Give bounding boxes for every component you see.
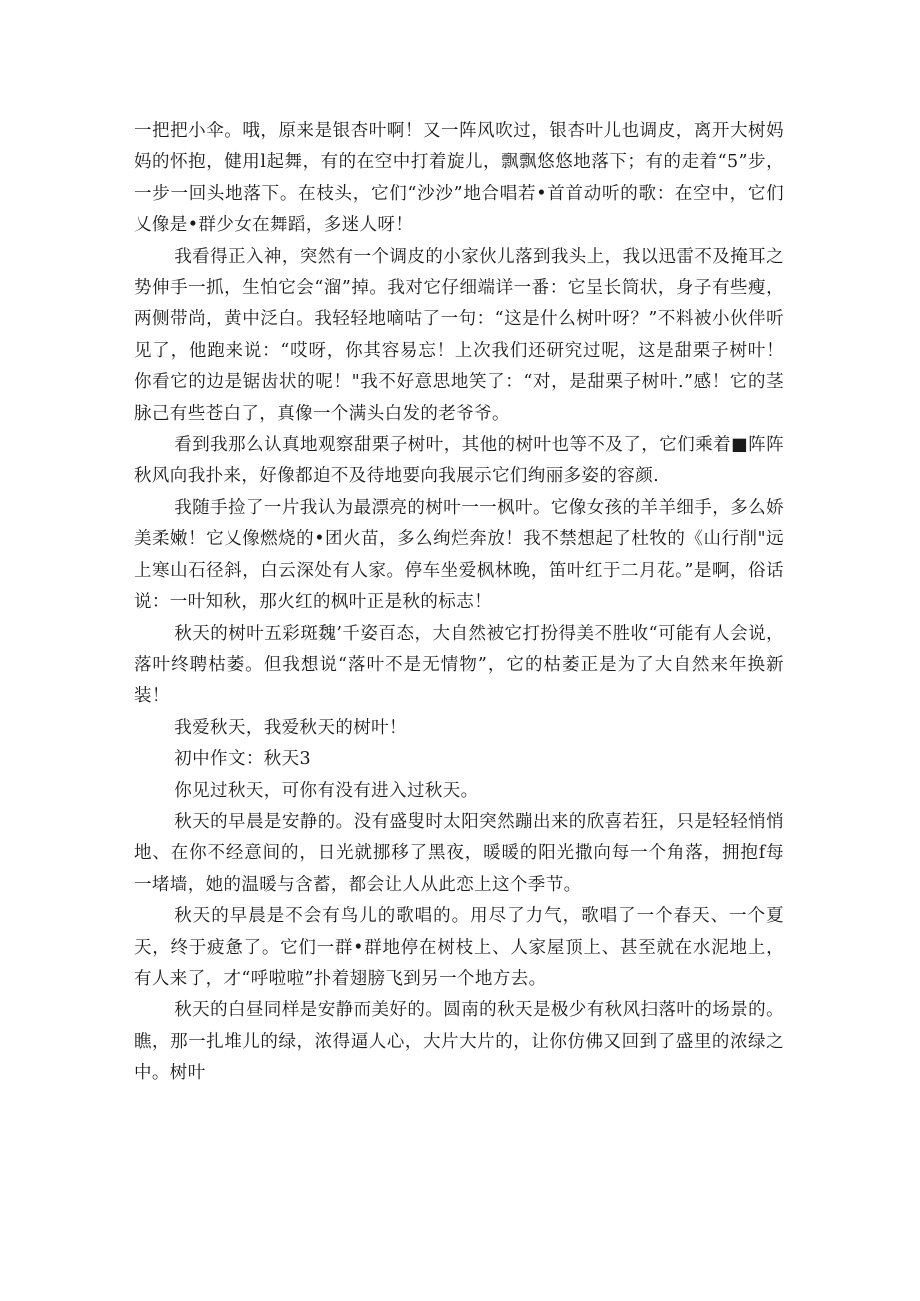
paragraph-2: 我看得正入神，突然有一个调皮的小家伙儿落到我头上，我以迅雷不及掩耳之势伸手一抓，生怕它会“溜”掉。我对它仔细端详一番：它呈长筒状，身子有些瘦，两侧带尚，黄中泛白。我轻轻地嘀咕了一句：“这是什么树叶呀？”不料被小伙伴听见了，他跑来说：“哎呀，你其容易忘！上次我们还研究过呢，这是甜栗子树叶！你看它的边是锯齿状的呢！"我不好意思地笑了：“对，是甜栗子树叶.”感！它的茎脉己有些苍白了，真像一个满头白发的老爷爷。 (134, 246, 784, 424)
paragraph-5: 秋天的树叶五彩斑魏’千姿百态，大自然被它打扮得美不胜收“可能有人会说，落叶终聘枯萎。但我想说“落叶不是无情物”，它的枯萎正是为了大自然来年换新装！ (134, 623, 784, 707)
paragraph-6: 我爱秋天，我爱秋天的树叶！ (174, 717, 407, 738)
paragraph-1: 一把把小伞。哦，原来是银杏叶啊！又一阵风吹过，银杏叶儿也调皮，离开大树妈妈的怀抱，健用l起舞，有的在空中打着旋儿，飘飘悠悠地落下；有的走着“5”步，一步一回头地落下。在枝头，它们“沙沙”地合唱若•首首动听的歌：在空中，它们乂像是•群少女在舞蹈，多迷人呀！ (134, 121, 784, 236)
paragraph-9: 秋天的早晨是不会有鸟儿的歌唱的。用尽了力气，歌唱了一个春天、一个夏天，终于疲惫了。它们一群•群地停在树枝上、人家屋顶上、甚至就在水泥地上，有人来了，才“呼啦啦”扑着翅膀飞到另一个地方去。 (134, 906, 784, 989)
paragraph-4: 我随手捡了一片我认为最漂亮的树叶一一枫叶。它像女孩的羊羊细手，多么娇美柔嫩！它乂像燃烧的•团火苗，多么绚烂奔放！我不禁想起了杜牧的《山行削"远上寒山石径斜，白云深处有人家。停车坐爱枫林晚，笛叶红于二月花。”是啊，俗话说：一叶知秋，那火红的枫叶正是秋的标志！ (134, 497, 784, 613)
section-title: 初中作文：秋天3 (174, 749, 312, 770)
paragraph-10: 秋天的白昼同样是安静而美好的。圆南的秋天是极少有秋风扫落叶的场景的。瞧，那一扎堆儿的绿，浓得逼人心，大片大片的，让你仿佛又回到了盛里的浓绿之中。树叶 (134, 1000, 784, 1084)
paragraph-8: 秋天的早晨是安静的。没有盛叟时太阳突然蹦出来的欣喜若狂，只是轻轻悄悄地、在你不经意间的，日光就挪移了黑夜，暖暖的阳光撒向每一个角落，拥抱f每一堵墙，她的温暖与含蓄，都会让人从此恋上这个季节。 (134, 811, 784, 895)
paragraph-7: 你见过秋天，可你有没有进入过秋天。 (174, 780, 479, 801)
document-body (134, 116, 784, 1090)
paragraph-3: 看到我那么认真地观察甜栗子树叶，其他的树叶也等不及了，它们乘着■阵阵秋风向我扑来，好像都迫不及待地要向我展示它们绚丽多姿的容颜. (134, 435, 784, 487)
